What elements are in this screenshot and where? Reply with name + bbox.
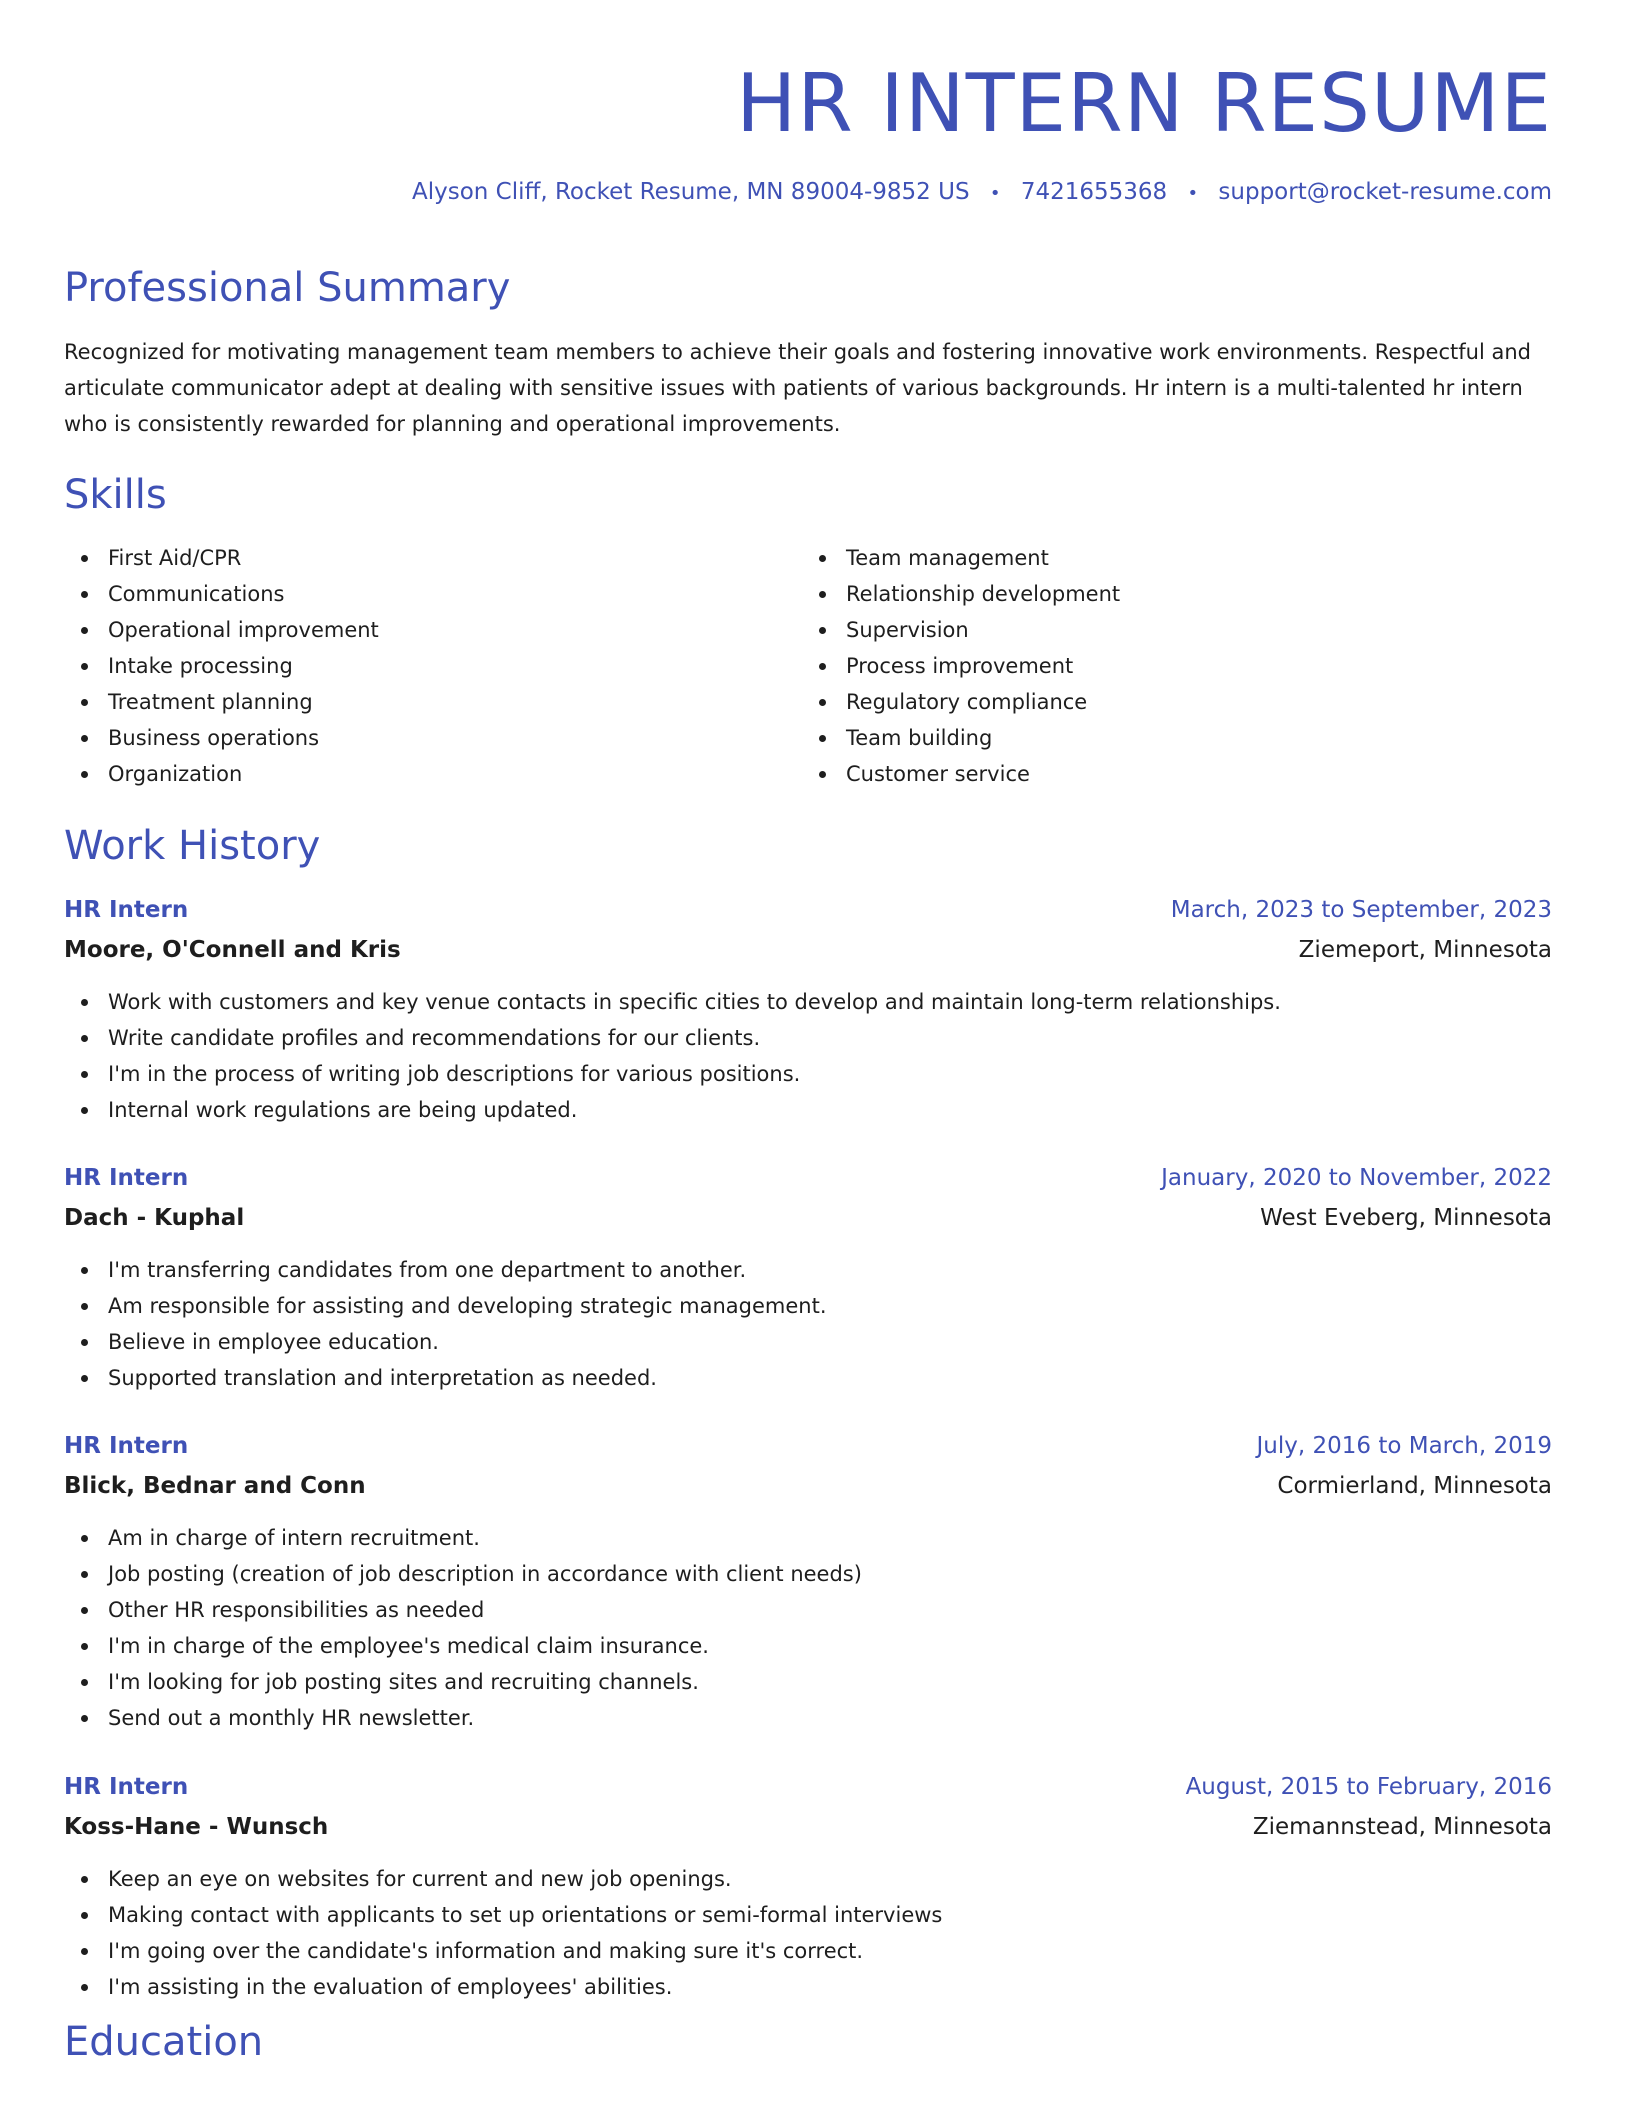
skill-item: Customer service [802, 756, 1540, 792]
duty-item: I'm assisting in the evaluation of employees' abilities. [64, 1969, 1552, 2005]
skill-item: First Aid/CPR [64, 540, 802, 576]
skill-item: Team management [802, 540, 1540, 576]
duty-item: I'm transferring candidates from one department to another. [64, 1252, 1552, 1288]
duty-item: I'm looking for job posting sites and recruiting channels. [64, 1664, 1552, 1700]
job-duties [64, 984, 1552, 1128]
job-role: HR Intern [64, 1433, 189, 1459]
duty-item: Write candidate profiles and recommendations for our clients. [64, 1020, 1552, 1056]
skill-item: Process improvement [802, 648, 1540, 684]
education-heading: Education [64, 2019, 264, 2065]
job-duties [64, 1252, 1552, 1396]
skill-item: Regulatory compliance [802, 684, 1540, 720]
job-dates: January, 2020 to November, 2022 [1161, 1165, 1552, 1191]
job-role: HR Intern [64, 1165, 189, 1191]
duty-item: Supported translation and interpretation as needed. [64, 1360, 1552, 1396]
contact-separator: • [1187, 183, 1199, 204]
skills-heading: Skills [64, 472, 167, 518]
job-header-row [64, 1426, 1552, 1466]
job-header-row [64, 1767, 1552, 1807]
job-location: Ziemannstead, Minnesota [1252, 1814, 1552, 1840]
job-entry [64, 890, 1552, 1128]
duty-item: Am in charge of intern recruitment. [64, 1520, 1552, 1556]
duty-item: Other HR responsibilities as needed [64, 1592, 1552, 1628]
job-company: Koss-Hane - Wunsch [64, 1814, 329, 1840]
contact-separator: • [989, 183, 1001, 204]
duty-item: Believe in employee education. [64, 1324, 1552, 1360]
skill-item: Team building [802, 720, 1540, 756]
skills-column-right [802, 540, 1540, 792]
job-location: Ziemeport, Minnesota [1298, 937, 1552, 963]
job-company-row [64, 1466, 1552, 1506]
skill-item: Organization [64, 756, 802, 792]
duty-item: Work with customers and key venue contacts in specific cities to develop and maintain long-term relationships. [64, 984, 1552, 1020]
duty-item: Job posting (creation of job description in accordance with client needs) [64, 1556, 1552, 1592]
job-duties [64, 1520, 1552, 1736]
job-company-row [64, 930, 1552, 970]
summary-text: Recognized for motivating management team members to achieve their goals and fostering innovative work environments. Respectful and articulate communicator adept at dealing with sensitive issues with patients of various backgrounds. Hr intern is a multi-talented hr intern who is consistently rewarded for planning and operational improvements. [64, 340, 1531, 436]
job-dates: March, 2023 to September, 2023 [1170, 897, 1552, 923]
job-company: Moore, O'Connell and Kris [64, 937, 401, 963]
duty-item: Send out a monthly HR newsletter. [64, 1700, 1552, 1736]
job-company-row [64, 1198, 1552, 1238]
duty-item: Am responsible for assisting and developing strategic management. [64, 1288, 1552, 1324]
duty-item: Making contact with applicants to set up orientations or semi-formal interviews [64, 1897, 1552, 1933]
duty-item: I'm in charge of the employee's medical claim insurance. [64, 1628, 1552, 1664]
job-dates: August, 2015 to February, 2016 [1185, 1774, 1552, 1800]
work-history-heading: Work History [64, 823, 321, 869]
duty-item: I'm going over the candidate's information and making sure it's correct. [64, 1933, 1552, 1969]
job-location: West Eveberg, Minnesota [1260, 1205, 1552, 1231]
duty-item: Keep an eye on websites for current and new job openings. [64, 1861, 1552, 1897]
skills-grid [64, 540, 1552, 792]
job-header-row [64, 1158, 1552, 1198]
summary-heading: Professional Summary [64, 265, 511, 311]
contact-email[interactable]: support@rocket-resume.com [1218, 179, 1552, 205]
job-location: Cormierland, Minnesota [1277, 1473, 1552, 1499]
job-entry [64, 1158, 1552, 1396]
job-role: HR Intern [64, 897, 189, 923]
job-company: Blick, Bednar and Conn [64, 1473, 366, 1499]
contact-line [412, 176, 1552, 210]
resume-title: HR INTERN RESUME [736, 57, 1552, 150]
skill-item: Intake processing [64, 648, 802, 684]
skill-item: Communications [64, 576, 802, 612]
job-entry [64, 1767, 1552, 2005]
contact-phone: 7421655368 [1020, 179, 1168, 205]
job-header-row [64, 890, 1552, 930]
job-dates: July, 2016 to March, 2019 [1256, 1433, 1552, 1459]
skill-item: Supervision [802, 612, 1540, 648]
job-duties [64, 1861, 1552, 2005]
job-role: HR Intern [64, 1774, 189, 1800]
job-company-row [64, 1807, 1552, 1847]
skill-item: Business operations [64, 720, 802, 756]
duty-item: I'm in the process of writing job descriptions for various positions. [64, 1056, 1552, 1092]
duty-item: Internal work regulations are being updated. [64, 1092, 1552, 1128]
job-entry [64, 1426, 1552, 1736]
skills-column-left [64, 540, 802, 792]
skill-item: Relationship development [802, 576, 1540, 612]
skill-item: Operational improvement [64, 612, 802, 648]
job-company: Dach - Kuphal [64, 1205, 245, 1231]
skill-item: Treatment planning [64, 684, 802, 720]
contact-address: Alyson Cliff, Rocket Resume, MN 89004-9852 US [411, 179, 970, 205]
